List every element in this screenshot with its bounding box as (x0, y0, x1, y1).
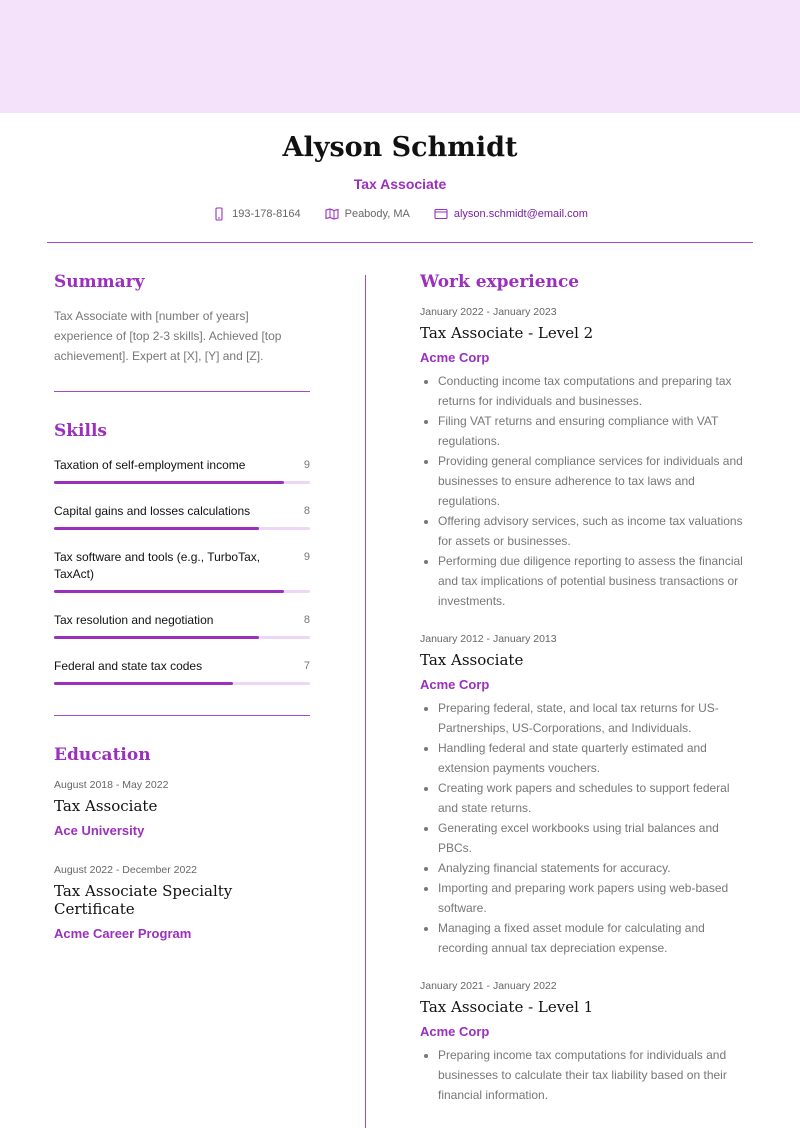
job-bullet: • Filing VAT returns and ensuring compliance with VAT regulations. (438, 411, 750, 451)
education-section (54, 745, 310, 941)
skill-row (54, 457, 310, 474)
header-band (0, 0, 800, 113)
skill-bar (54, 590, 310, 593)
job-company: Acme Corp (420, 350, 490, 365)
candidate-name: Alyson Schmidt (282, 132, 518, 163)
education-item (54, 779, 310, 838)
job-title: Tax Associate - Level 2 (420, 324, 594, 342)
job-bullet: • Conducting income tax computations and preparing tax returns for individuals and businesses. (438, 371, 750, 411)
contact-location (325, 207, 410, 221)
skill-level: 8 (303, 614, 310, 626)
skill-row (54, 549, 310, 583)
education-heading: Education (54, 745, 151, 765)
job-dates: January 2022 - January 2023 (420, 306, 557, 318)
job-bullet: • Handling federal and state quarterly estimated and extension payments vouchers. (438, 738, 750, 778)
skill-bar (54, 527, 310, 530)
contact-email[interactable] (434, 207, 588, 221)
contact-phone (212, 207, 301, 221)
skill-bar-fill (54, 636, 259, 639)
job-bullet: • Managing a fixed asset module for calculating and recording annual tax depreciation expense. (438, 918, 750, 958)
education-dates: August 2022 - December 2022 (54, 864, 198, 876)
column-divider (365, 275, 366, 1128)
skills-section (54, 421, 310, 685)
email-icon (434, 207, 448, 221)
job-company: Acme Corp (420, 677, 490, 692)
summary-section (54, 272, 310, 366)
candidate-role: Tax Associate (353, 176, 447, 192)
phone-icon (212, 207, 226, 221)
job-bullets (420, 698, 750, 958)
skill-level: 7 (303, 660, 310, 672)
skill-label: Taxation of self-employment income (54, 458, 246, 472)
job-bullet: • Analyzing financial statements for accuracy. (438, 858, 750, 878)
job-bullet: • Preparing federal, state, and local tax returns for US-Partnerships, US-Corporations, and Individuals. (438, 698, 750, 738)
skills-heading: Skills (54, 421, 108, 441)
work-section (420, 272, 750, 1105)
skill-bar (54, 481, 310, 484)
skill-label: Federal and state tax codes (54, 659, 203, 673)
education-list (54, 779, 310, 941)
job-item (420, 980, 750, 1105)
job-dates: January 2012 - January 2013 (420, 633, 557, 645)
job-bullet: • Creating work papers and schedules to support federal and state returns. (438, 778, 750, 818)
phone-text: 193-178-8164 (232, 208, 301, 220)
job-item (420, 633, 750, 958)
job-company: Acme Corp (420, 1024, 490, 1039)
education-degree: Tax Associate (54, 797, 158, 815)
work-heading: Work experience (420, 272, 580, 292)
job-bullet: • Preparing income tax computations for individuals and businesses to calculate their tax liability based on their financial information. (438, 1045, 750, 1105)
education-school: Ace University (54, 823, 145, 838)
map-icon (325, 207, 339, 221)
education-school: Acme Career Program (54, 926, 192, 941)
job-bullet: • Importing and preparing work papers using web-based software. (438, 878, 750, 918)
section-divider (54, 391, 310, 392)
skills-list (54, 457, 310, 685)
left-column (54, 272, 310, 941)
job-bullets (420, 1045, 750, 1105)
education-degree: Tax Associate Specialty Certificate (54, 882, 233, 918)
skill-item (54, 503, 310, 530)
job-bullets (420, 371, 750, 611)
skill-item (54, 549, 310, 593)
skill-level: 9 (303, 459, 310, 471)
skill-bar-fill (54, 590, 284, 593)
header-divider (47, 242, 753, 243)
right-column (420, 272, 750, 1105)
skill-item (54, 612, 310, 639)
skill-bar-fill (54, 682, 233, 685)
summary-text: Tax Associate with [number of years] experience of [top 2-3 skills]. Achieved [top achievement]. Expert at [X], [Y] and [Z]. (54, 309, 282, 363)
contact-bar (0, 207, 800, 221)
education-dates: August 2018 - May 2022 (54, 779, 169, 791)
skill-level: 9 (303, 551, 310, 563)
jobs-list (420, 306, 750, 1105)
skill-item (54, 658, 310, 685)
job-title: Tax Associate (420, 651, 524, 669)
skill-level: 8 (303, 505, 310, 517)
section-divider (54, 715, 310, 716)
skill-bar (54, 636, 310, 639)
skill-label: Tax software and tools (e.g., TurboTax, TaxAct) (54, 550, 261, 581)
skill-bar-fill (54, 481, 284, 484)
job-bullet: • Performing due diligence reporting to assess the financial and tax implications of potential business transactions or investments. (438, 551, 750, 611)
skill-row (54, 612, 310, 629)
job-bullet: • Providing general compliance services for individuals and businesses to ensure adherence to tax laws and regulations. (438, 451, 750, 511)
job-title: Tax Associate - Level 1 (420, 998, 594, 1016)
skill-row (54, 503, 310, 520)
job-bullet: • Generating excel workbooks using trial balances and PBCs. (438, 818, 750, 858)
job-dates: January 2021 - January 2022 (420, 980, 557, 992)
skill-row (54, 658, 310, 675)
job-item (420, 306, 750, 611)
skill-item (54, 457, 310, 484)
skill-bar (54, 682, 310, 685)
skill-label: Capital gains and losses calculations (54, 504, 251, 518)
education-item (54, 864, 310, 941)
skill-label: Tax resolution and negotiation (54, 613, 214, 627)
location-text: Peabody, MA (344, 208, 410, 220)
skill-bar-fill (54, 527, 259, 530)
summary-heading: Summary (54, 272, 145, 292)
email-link[interactable]: alyson.schmidt@email.com (453, 208, 588, 220)
job-bullet: • Offering advisory services, such as income tax valuations for assets or businesses. (438, 511, 750, 551)
